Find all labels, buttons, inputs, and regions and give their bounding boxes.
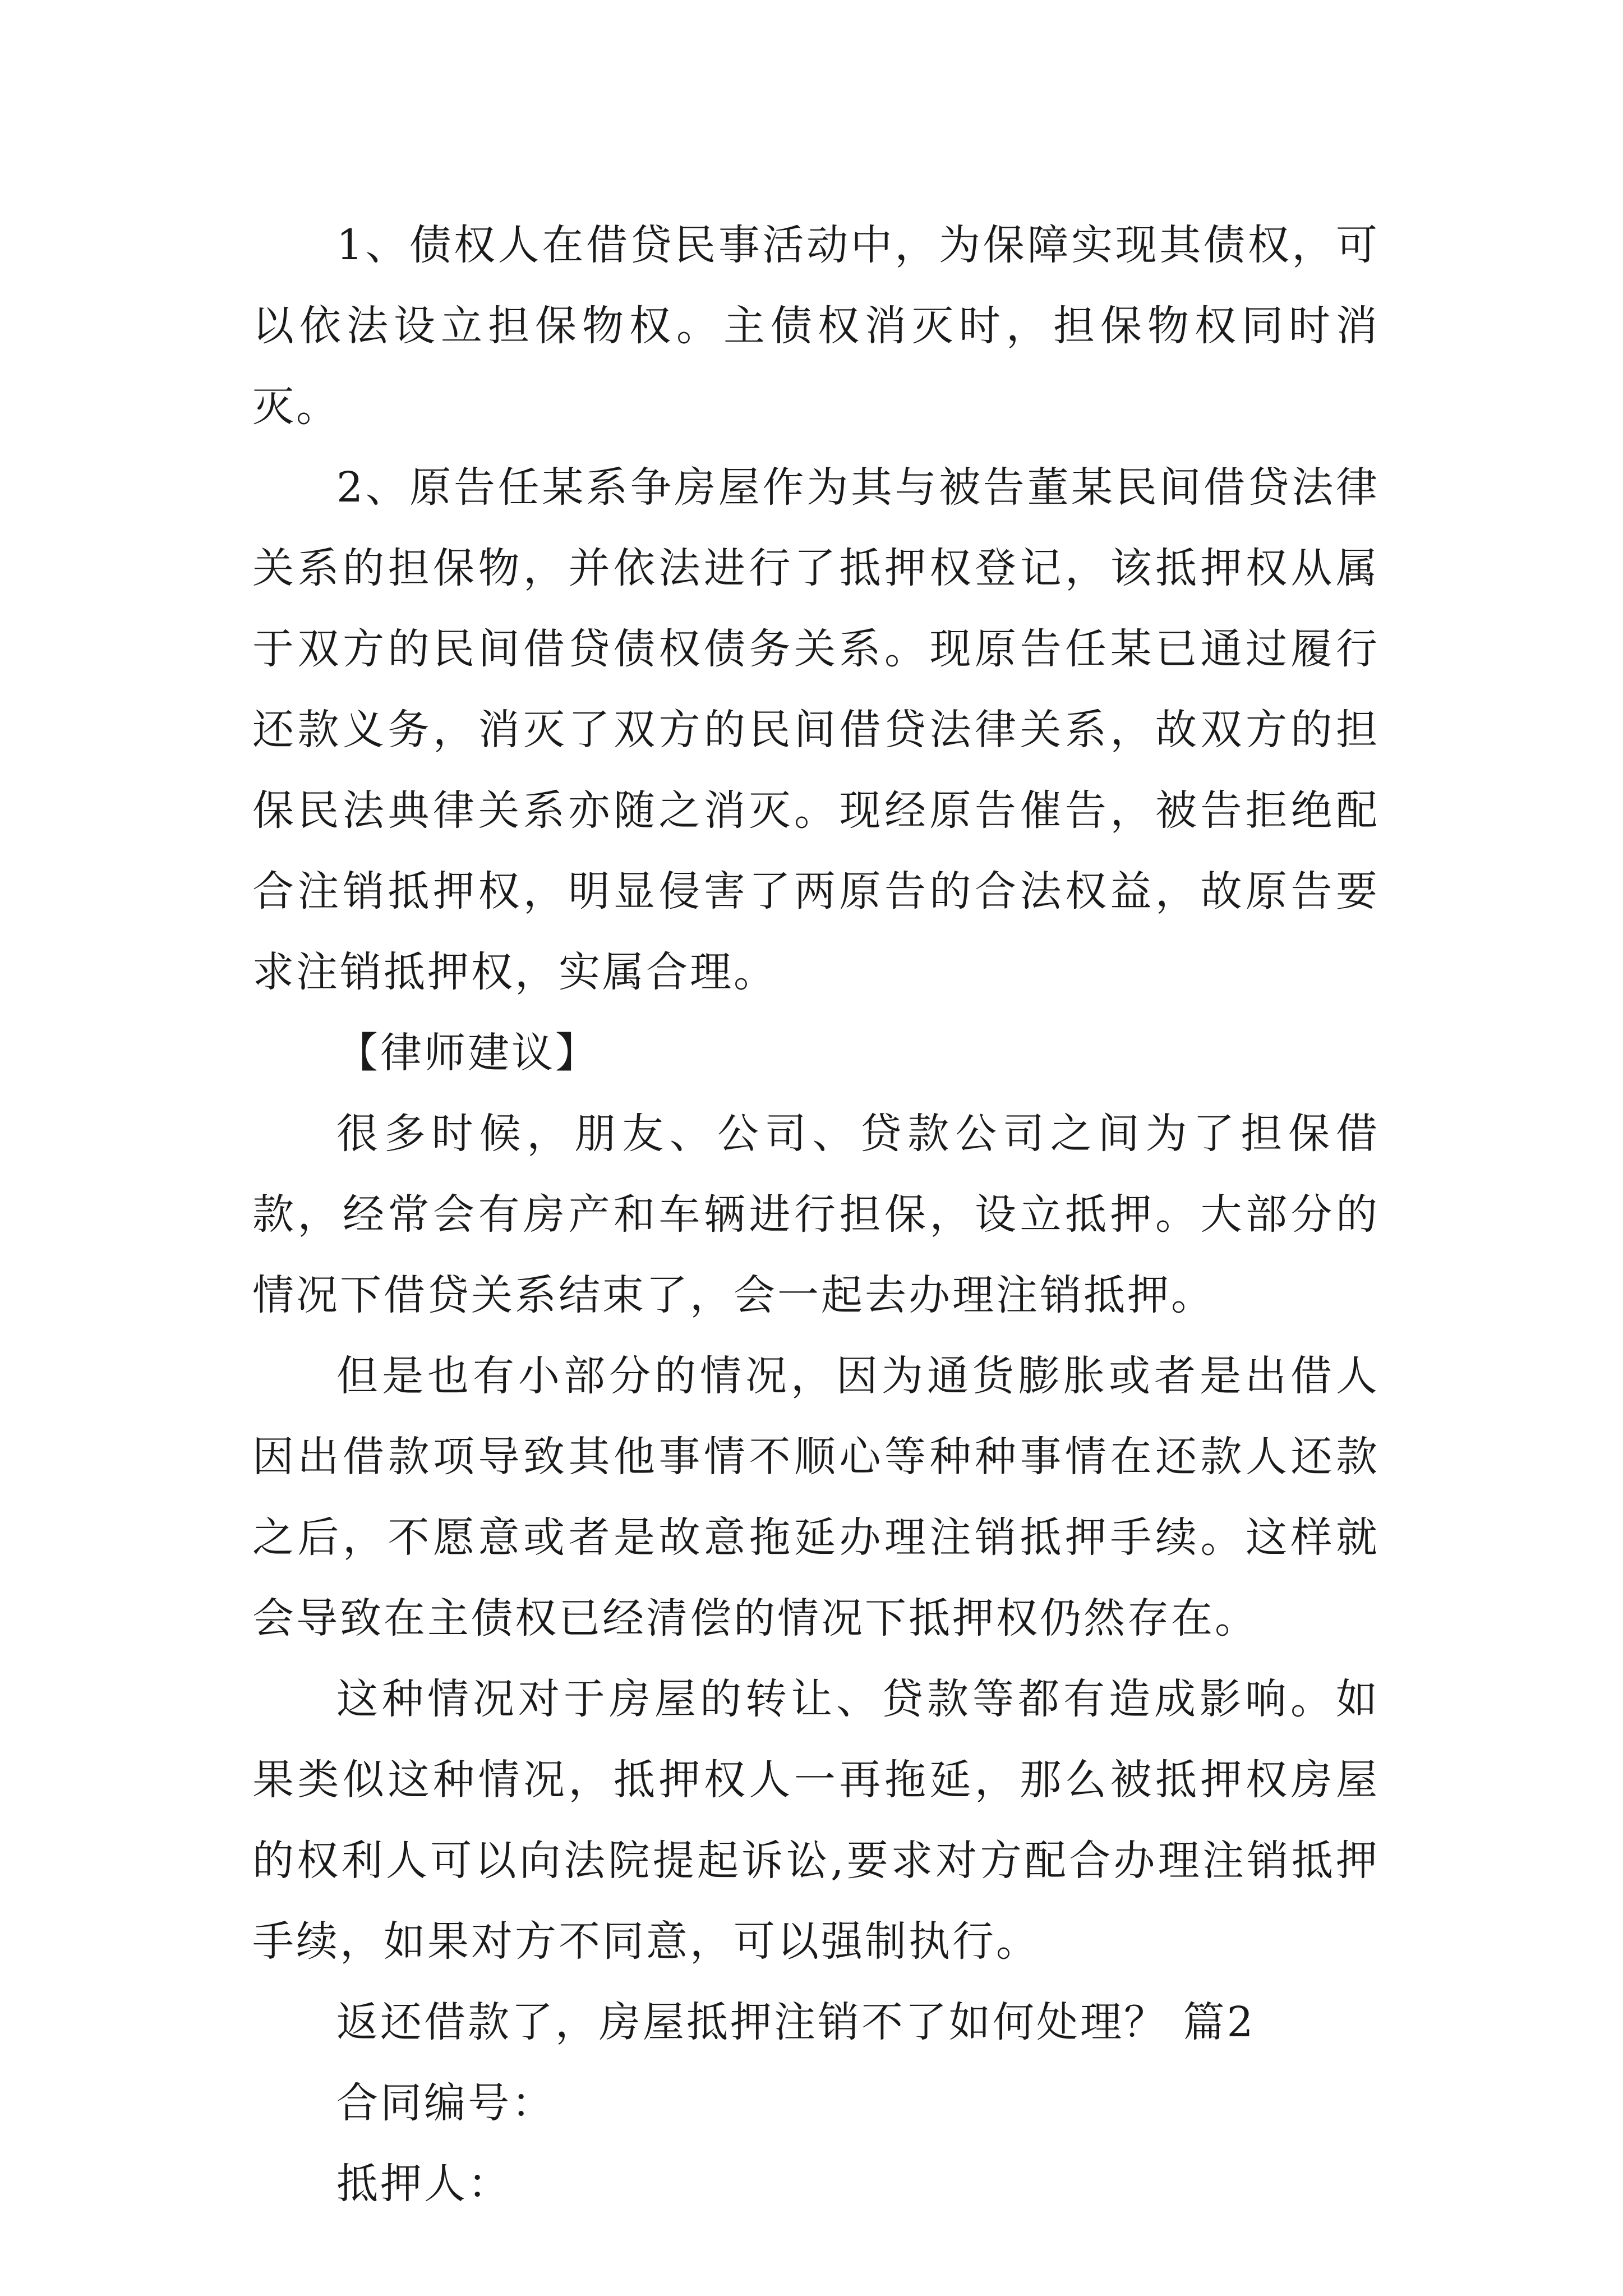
article-title-part-2: 返还借款了，房屋抵押注销不了如何处理？ 篇2 [336,1998,1256,2046]
document-body [252,205,1380,2224]
paragraph-legal-basis-1: 1、债权人在借贷民事活动中，为保障实现其债权，可以依法设立担保物权。主债权消灭时，担保物权同时消灭。 [252,221,1380,431]
paragraph-advice-1: 很多时候，朋友、公司、贷款公司之间为了担保借款，经常会有房产和车辆进行担保，设立抵押。大部分的情况下借贷关系结束了，会一起去办理注销抵押。 [252,1110,1380,1319]
mortgagor-label: 抵押人： [336,2160,511,2208]
paragraph-advice-3: 这种情况对于房屋的转让、贷款等都有造成影响。如果类似这种情况，抵押权人一再拖延，那么被抵押权房屋的权利人可以向法院提起诉讼,要求对方配合办理注销抵押手续，如果对方不同意，可以强制执行。 [252,1675,1380,1966]
paragraph-advice-2: 但是也有小部分的情况，因为通货膨胀或者是出借人因出借款项导致其他事情不顺心等种种事情在还款人还款之后，不愿意或者是故意拖延办理注销抵押手续。这样就会导致在主债权已经清偿的情况下抵押权仍然存在。 [252,1352,1380,1642]
section-heading-lawyer-advice: 【律师建议】 [336,1029,599,1077]
paragraph-legal-basis-2: 2、原告任某系争房屋作为其与被告董某民间借贷法律关系的担保物，并依法进行了抵押权登记，该抵押权从属于双方的民间借贷债权债务关系。现原告任某已通过履行还款义务，消灭了双方的民间借贷法律关系，故双方的担保民法典律关系亦随之消灭。现经原告催告，被告拒绝配合注销抵押权，明显侵害了两原告的合法权益，故原告要求注销抵押权，实属合理。 [252,463,1380,996]
contract-number-label: 合同编号： [336,2079,555,2127]
